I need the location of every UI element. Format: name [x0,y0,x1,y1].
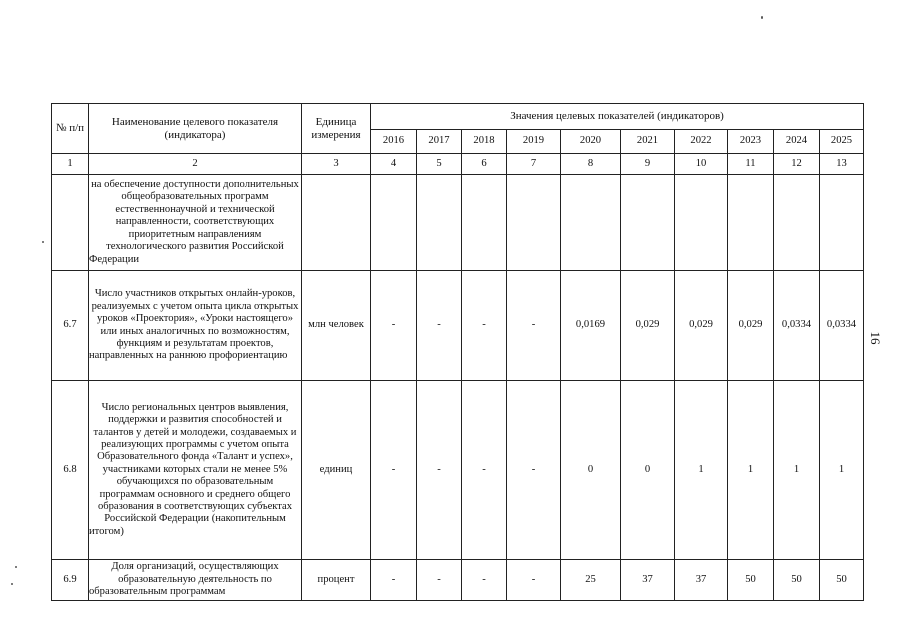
row-value: 1 [675,381,728,560]
header-unit: Единица измерения [302,104,371,154]
row-value: 0,0334 [774,271,820,381]
row-value [820,175,864,271]
header-year: 2021 [621,130,675,154]
column-number: 4 [371,154,417,175]
row-num [52,175,89,271]
row-value [621,175,675,271]
row-value: 0,029 [675,271,728,381]
row-value: 0,029 [621,271,675,381]
scan-speck [11,583,13,585]
column-number: 5 [417,154,462,175]
row-value: 0 [621,381,675,560]
scan-speck [15,566,17,568]
table-row [52,381,864,560]
row-value: - [417,560,462,601]
row-value: - [371,271,417,381]
header-year: 2024 [774,130,820,154]
column-numbers-row [52,154,864,175]
column-number: 13 [820,154,864,175]
header-num: № п/п [52,104,89,154]
column-number: 1 [52,154,89,175]
row-value: - [371,560,417,601]
column-number: 8 [561,154,621,175]
row-value [371,175,417,271]
row-name: на обеспечение доступности дополнительных общеобразовательных программ естественнонаучной и технической направленности, соответствующих приоритетным направлениям технологического развития Российской Федерации [89,175,302,271]
row-value: - [417,381,462,560]
header-values-group: Значения целевых показателей (индикаторов) [371,104,864,130]
table-row [52,271,864,381]
row-num: 6.7 [52,271,89,381]
row-unit [302,175,371,271]
row-value: 37 [675,560,728,601]
column-number: 9 [621,154,675,175]
row-value: - [507,560,561,601]
row-value [462,175,507,271]
row-value [728,175,774,271]
column-number: 3 [302,154,371,175]
scan-speck [42,241,44,243]
row-value [417,175,462,271]
row-value: 1 [774,381,820,560]
row-value: 1 [820,381,864,560]
row-name: Число региональных центров выявления, поддержки и развития способностей и талантов у детей и молодежи, создаваемых и реализующих программы с учетом опыта Образовательного фонда «Талант и успех», участниками которых стали не менее 5% обучающихся по образовательным программам основного и среднего общего образования в соответствующих субъектах Российской Федерации (накопительным итогом) [89,381,302,560]
column-number: 6 [462,154,507,175]
header-year: 2019 [507,130,561,154]
row-num: 6.9 [52,560,89,601]
table-row [52,560,864,601]
column-number: 10 [675,154,728,175]
row-value: 50 [820,560,864,601]
row-value: - [462,381,507,560]
row-value: - [462,271,507,381]
row-value: - [507,271,561,381]
row-num: 6.8 [52,381,89,560]
row-value: 0,029 [728,271,774,381]
row-unit: млн человек [302,271,371,381]
header-year: 2016 [371,130,417,154]
row-value: 0 [561,381,621,560]
row-value: 1 [728,381,774,560]
row-value [561,175,621,271]
row-name: Число участников открытых онлайн-уроков, реализуемых с учетом опыта цикла открытых уроков «Проектория», «Уроки настоящего» или иных аналогичных по возможностям, функциям и результатам проектов, направленных на раннюю профориентацию [89,271,302,381]
column-number: 12 [774,154,820,175]
column-number: 2 [89,154,302,175]
row-value: 37 [621,560,675,601]
row-value: 25 [561,560,621,601]
indicators-table [51,103,864,601]
row-value [774,175,820,271]
page-number: 16 [868,331,883,345]
header-year: 2020 [561,130,621,154]
column-number: 11 [728,154,774,175]
header-name: Наименование целевого показателя (индикатора) [89,104,302,154]
row-unit: единиц [302,381,371,560]
header-year: 2023 [728,130,774,154]
scan-speck [761,16,763,19]
row-value: 0,0334 [820,271,864,381]
header-row-1 [52,104,864,130]
row-unit: процент [302,560,371,601]
row-name: Доля организаций, осуществляющих образовательную деятельность по образовательным программам [89,560,302,601]
row-value: 50 [728,560,774,601]
row-value [675,175,728,271]
row-value: 50 [774,560,820,601]
header-year: 2018 [462,130,507,154]
row-value: 0,0169 [561,271,621,381]
header-year: 2017 [417,130,462,154]
row-value: - [462,560,507,601]
row-value: - [507,381,561,560]
table-row [52,175,864,271]
column-number: 7 [507,154,561,175]
row-value: - [371,381,417,560]
header-year: 2022 [675,130,728,154]
row-value [507,175,561,271]
header-year: 2025 [820,130,864,154]
row-value: - [417,271,462,381]
